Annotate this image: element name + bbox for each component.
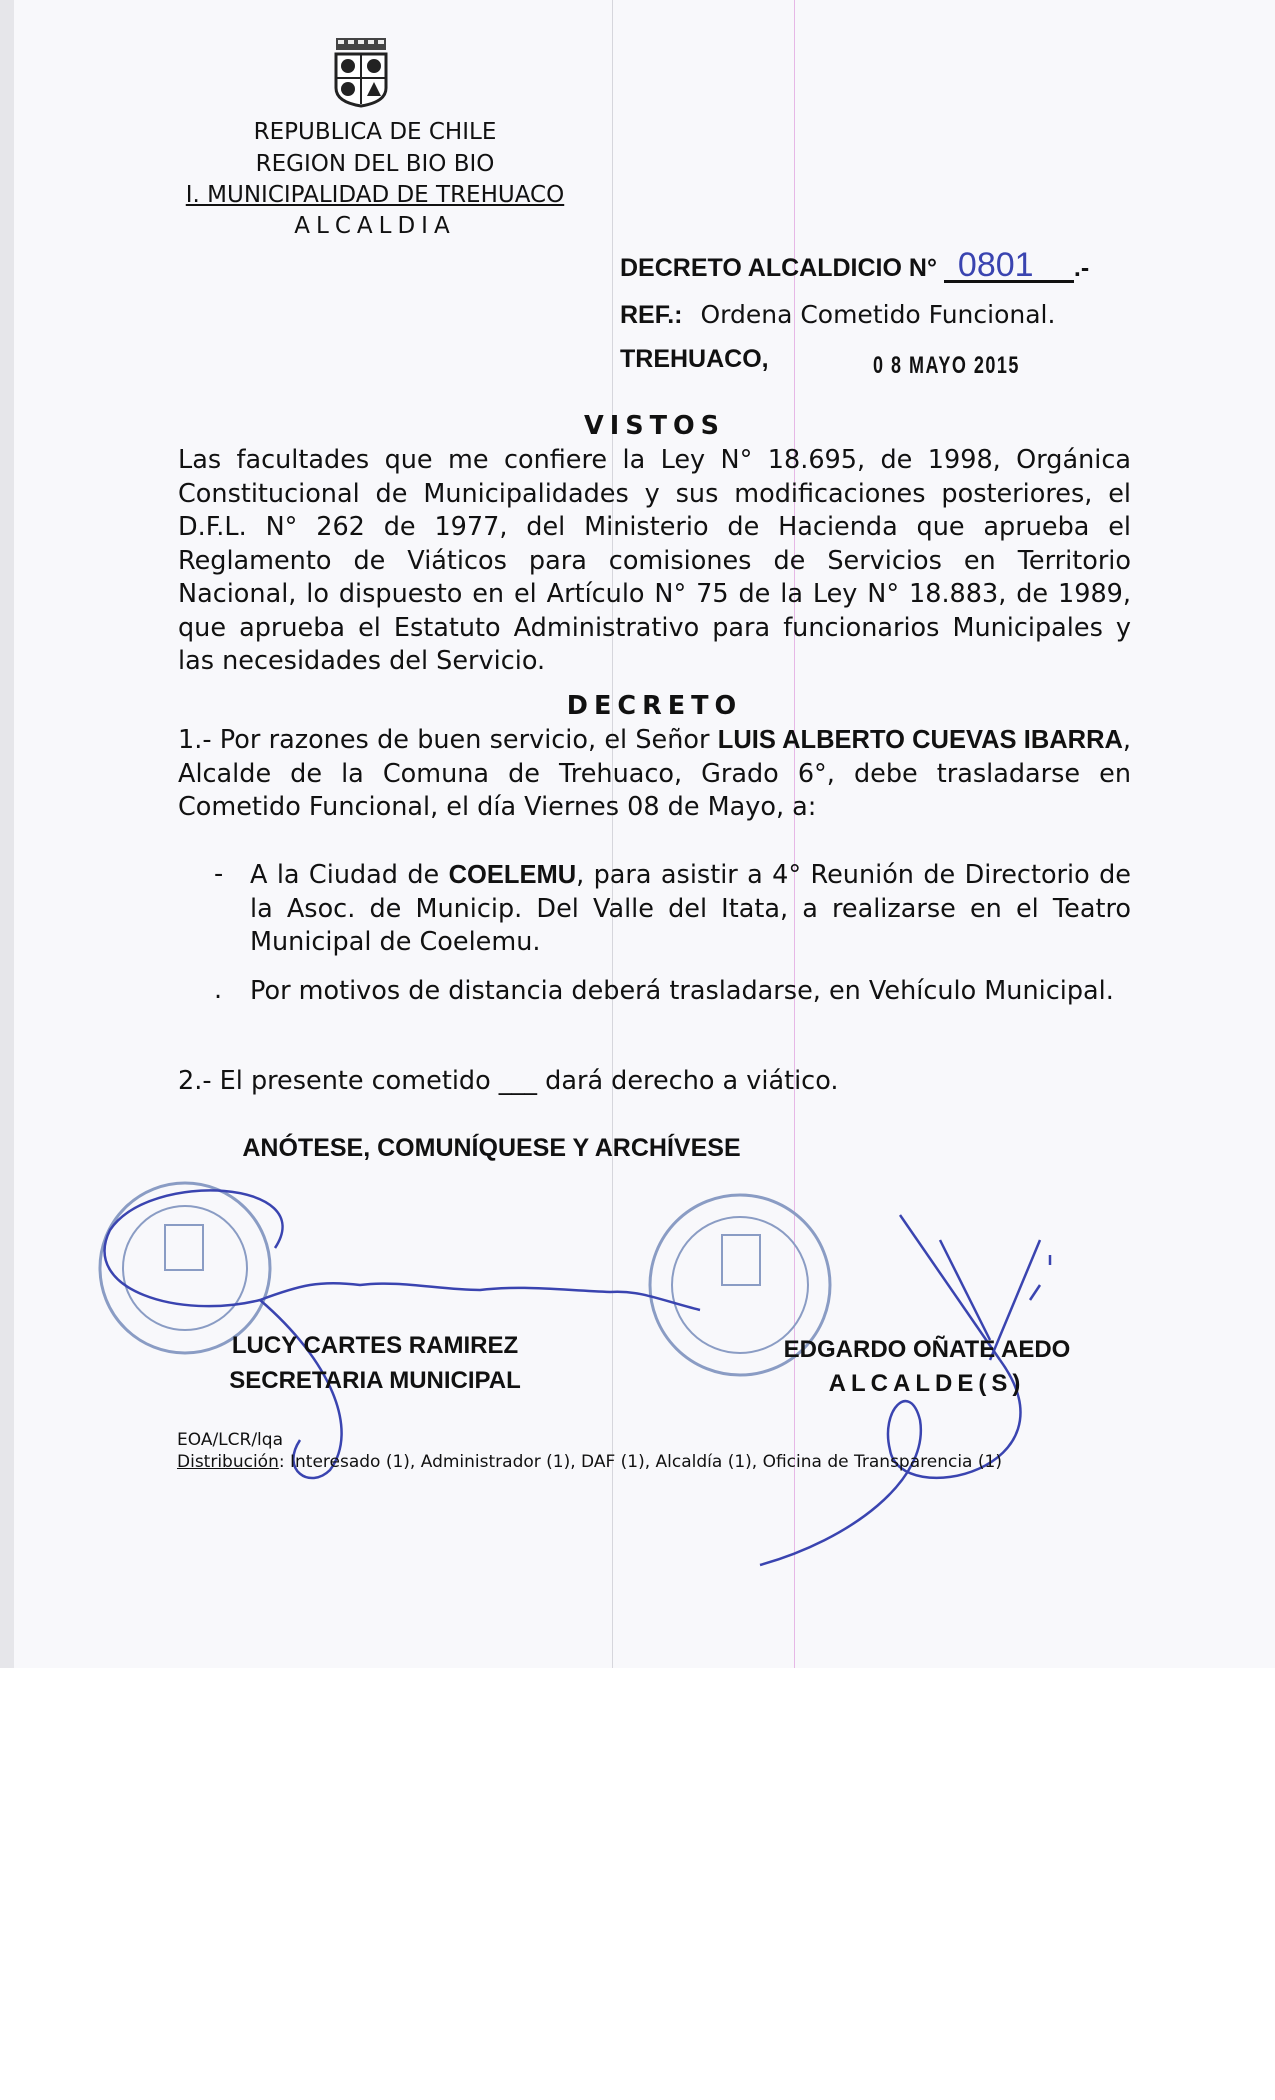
destination-city: COELEMU — [448, 861, 577, 889]
decree-article-2 — [178, 1065, 1131, 1099]
mayor-title: ALCALDE(S) — [828, 1370, 1026, 1397]
distribution-label: Distribución — [177, 1452, 279, 1472]
header-region: REGION DEL BIO BIO — [255, 151, 495, 177]
distribution-text: : Interesado (1), Administrador (1), DAF (1), Alcaldía (1), Oficina de Transparencia (1) — [278, 1452, 1002, 1472]
vistos-title: VISTOS — [583, 411, 726, 441]
bullet-2: Por motivos de distancia deberá trasladarse, en Vehículo Municipal. — [250, 976, 1114, 1006]
place-label: TREHUACO, — [620, 345, 769, 373]
article-2-blank: ___ — [498, 1066, 538, 1096]
secretary-title: SECRETARIA MUNICIPAL — [229, 1367, 521, 1394]
bullet-1-text: A la Ciudad de — [250, 860, 449, 890]
distribution-line — [177, 1451, 1002, 1473]
article-1-text: 1.- Por razones de buen servicio, el Señor — [178, 725, 718, 755]
article-2-text-continued: dará derecho a viático. — [545, 1066, 839, 1096]
article-1-text-continued: , Alcalde de la Comuna de Trehuaco, Grado 6°, debe trasladarse en Cometido Funcional, el día Viernes 08 de Mayo, a: — [178, 725, 1132, 822]
ref-label: REF.: — [620, 301, 683, 329]
decree-article-1 — [178, 724, 1131, 825]
bullet-1-mark: - — [214, 859, 224, 889]
header-municipality: I. MUNICIPALIDAD DE TREHUACO — [185, 182, 565, 208]
vistos-text: Las facultades que me confiere la Ley N° 18.695, de 1998, Orgánica Constitucional de Municipalidades y sus modificaciones posteriores, el D.F.L. N° 262 de 1977, del Ministerio de Hacienda que aprueba el Reglamento de Viáticos para comisiones de Servicios en Territorio Nacional, lo dispuesto en el Artículo N° 75 de la Ley N° 18.883, de 1989, que aprueba el Estatuto Administrativo para funcionarios Municipales y las necesidades del Servicio. — [178, 445, 1131, 676]
decree-suffix: .- — [1073, 254, 1090, 282]
closing-formula: ANÓTESE, COMUNÍQUESE Y ARCHÍVESE — [242, 1134, 741, 1162]
header-country: REPUBLICA DE CHILE — [253, 119, 497, 145]
decree-number-line — [620, 246, 1090, 284]
decreto-title: DECRETO — [566, 691, 743, 721]
bullet-1 — [250, 859, 1131, 960]
mayor-name: EDGARDO OÑATE AEDO — [783, 1336, 1071, 1363]
municipal-crest-icon — [330, 36, 392, 108]
decree-number: 0801 — [944, 250, 1074, 283]
article-2-text: 2.- El presente cometido — [178, 1066, 491, 1096]
ref-text: Ordena Cometido Funcional. — [700, 300, 1056, 329]
reference-line — [620, 300, 1055, 330]
header-office: ALCALDIA — [294, 213, 456, 239]
date-stamp: 0 8 MAYO 2015 — [873, 352, 1020, 379]
official-name: LUIS ALBERTO CUEVAS IBARRA — [717, 726, 1123, 754]
secretary-name: LUCY CARTES RAMIREZ — [231, 1332, 519, 1359]
bullet-2-mark: . — [214, 975, 223, 1005]
initials: EOA/LCR/lqa — [177, 1430, 283, 1450]
scan-fold-line — [612, 0, 613, 1668]
bullet-1-text-continued: , para asistir a 4° Reunión de Directorio de la Asoc. de Municip. Del Valle del Itata, a realizarse en el Teatro Municipal de Coelemu. — [250, 860, 1131, 957]
decree-label: DECRETO ALCALDICIO N° — [620, 254, 937, 282]
